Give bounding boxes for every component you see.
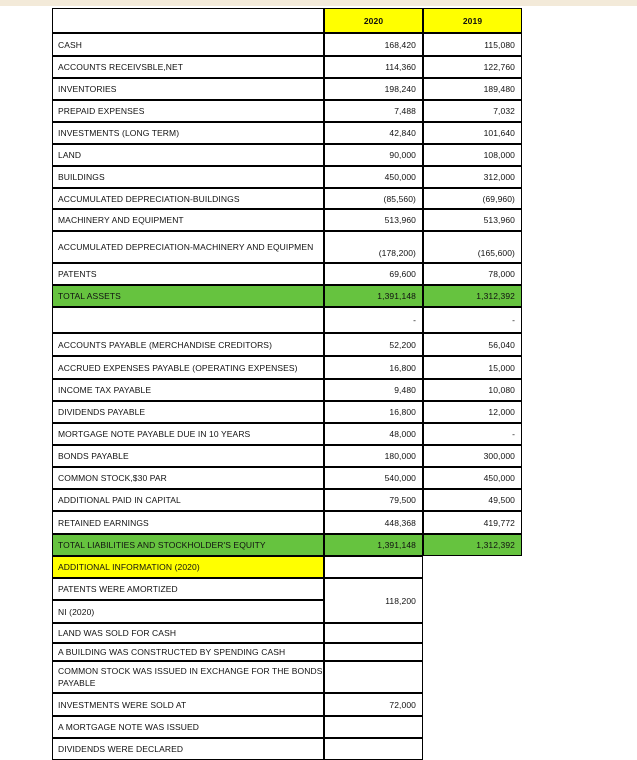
asset-2019: 108,000 (423, 144, 522, 166)
asset-2020: 42,840 (324, 122, 423, 144)
liability-label: ACCRUED EXPENSES PAYABLE (OPERATING EXPENSES) (52, 356, 324, 379)
asset-2019: 7,032 (423, 100, 522, 122)
spacer-2019: - (423, 307, 522, 333)
asset-2020: 90,000 (324, 144, 423, 166)
asset-2020: 114,360 (324, 56, 423, 78)
asset-2020: 513,960 (324, 209, 423, 231)
asset-label: ACCOUNTS RECEIVSBLE,NET (52, 56, 324, 78)
header-2020: 2020 (324, 8, 423, 33)
header-label-cell (52, 8, 324, 33)
asset-2020: 69,600 (324, 263, 423, 285)
asset-label: LAND (52, 144, 324, 166)
total-liabilities-label: TOTAL LIABILITIES AND STOCKHOLDER'S EQUITY (52, 534, 324, 556)
liability-2020: 79,500 (324, 489, 423, 511)
asset-label: CASH (52, 33, 324, 56)
info-item-value (324, 643, 423, 661)
info-item-label: COMMON STOCK WAS ISSUED IN EXCHANGE FOR THE BONDS PAYABLE (52, 661, 324, 693)
liability-2019: 300,000 (423, 445, 522, 467)
spacer-2020: - (324, 307, 423, 333)
liability-2020: 448,368 (324, 511, 423, 534)
liability-2019: 49,500 (423, 489, 522, 511)
info-item-label: PATENTS WERE AMORTIZED (52, 578, 324, 600)
total-assets-label: TOTAL ASSETS (52, 285, 324, 307)
asset-2019: 312,000 (423, 166, 522, 188)
liability-label: ADDITIONAL PAID IN CAPITAL (52, 489, 324, 511)
liability-2019: 12,000 (423, 401, 522, 423)
asset-label: MACHINERY AND EQUIPMENT (52, 209, 324, 231)
asset-label: INVENTORIES (52, 78, 324, 100)
liability-2020: 48,000 (324, 423, 423, 445)
liability-label: RETAINED EARNINGS (52, 511, 324, 534)
liability-label: INCOME TAX PAYABLE (52, 379, 324, 401)
total-liabilities-2020: 1,391,148 (324, 534, 423, 556)
asset-2019: (165,600) (423, 231, 522, 263)
info-item-value: 118,200 (324, 578, 423, 623)
liability-2020: 16,800 (324, 356, 423, 379)
asset-label: BUILDINGS (52, 166, 324, 188)
liability-label: ACCOUNTS PAYABLE (MERCHANDISE CREDITORS) (52, 333, 324, 356)
liability-label: DIVIDENDS PAYABLE (52, 401, 324, 423)
asset-2019: (69,960) (423, 188, 522, 209)
asset-2019: 115,080 (423, 33, 522, 56)
asset-2020: (178,200) (324, 231, 423, 263)
total-liabilities-2019: 1,312,392 (423, 534, 522, 556)
header-2019: 2019 (423, 8, 522, 33)
liability-2019: 450,000 (423, 467, 522, 489)
liability-2020: 540,000 (324, 467, 423, 489)
info-item-label: A MORTGAGE NOTE WAS ISSUED (52, 716, 324, 738)
total-assets-2020: 1,391,148 (324, 285, 423, 307)
asset-2020: 450,000 (324, 166, 423, 188)
info-item-label: NI (2020) (52, 600, 324, 623)
liability-label: BONDS PAYABLE (52, 445, 324, 467)
asset-2020: 198,240 (324, 78, 423, 100)
info-item-value (324, 623, 423, 643)
asset-2020: 168,420 (324, 33, 423, 56)
liability-2019: 10,080 (423, 379, 522, 401)
asset-2019: 101,640 (423, 122, 522, 144)
liability-label: COMMON STOCK,$30 PAR (52, 467, 324, 489)
info-item-label: A BUILDING WAS CONSTRUCTED BY SPENDING CASH (52, 643, 324, 661)
spacer-label (52, 307, 324, 333)
info-item-value: 72,000 (324, 693, 423, 716)
asset-label: PATENTS (52, 263, 324, 285)
info-item-value (324, 661, 423, 693)
liability-2020: 16,800 (324, 401, 423, 423)
info-item-label: LAND WAS SOLD FOR CASH (52, 623, 324, 643)
info-item-value (324, 716, 423, 738)
liability-2020: 52,200 (324, 333, 423, 356)
liability-2020: 180,000 (324, 445, 423, 467)
asset-label: PREPAID EXPENSES (52, 100, 324, 122)
asset-label: ACCUMULATED DEPRECIATION-MACHINERY AND EQUIPMEN (52, 231, 324, 263)
total-assets-2019: 1,312,392 (423, 285, 522, 307)
asset-2019: 78,000 (423, 263, 522, 285)
additional-info-title: ADDITIONAL INFORMATION (2020) (52, 556, 324, 578)
asset-label: ACCUMULATED DEPRECIATION-BUILDINGS (52, 188, 324, 209)
asset-2019: 513,960 (423, 209, 522, 231)
asset-2019: 122,760 (423, 56, 522, 78)
info-item-value (324, 738, 423, 760)
liability-2019: - (423, 423, 522, 445)
liability-2019: 56,040 (423, 333, 522, 356)
asset-2020: (85,560) (324, 188, 423, 209)
asset-label: INVESTMENTS (LONG TERM) (52, 122, 324, 144)
liability-2019: 419,772 (423, 511, 522, 534)
info-item-label: INVESTMENTS WERE SOLD AT (52, 693, 324, 716)
info-item-label: DIVIDENDS WERE DECLARED (52, 738, 324, 760)
liability-label: MORTGAGE NOTE PAYABLE DUE IN 10 YEARS (52, 423, 324, 445)
liability-2019: 15,000 (423, 356, 522, 379)
asset-2020: 7,488 (324, 100, 423, 122)
additional-info-title-value (324, 556, 423, 578)
asset-2019: 189,480 (423, 78, 522, 100)
liability-2020: 9,480 (324, 379, 423, 401)
